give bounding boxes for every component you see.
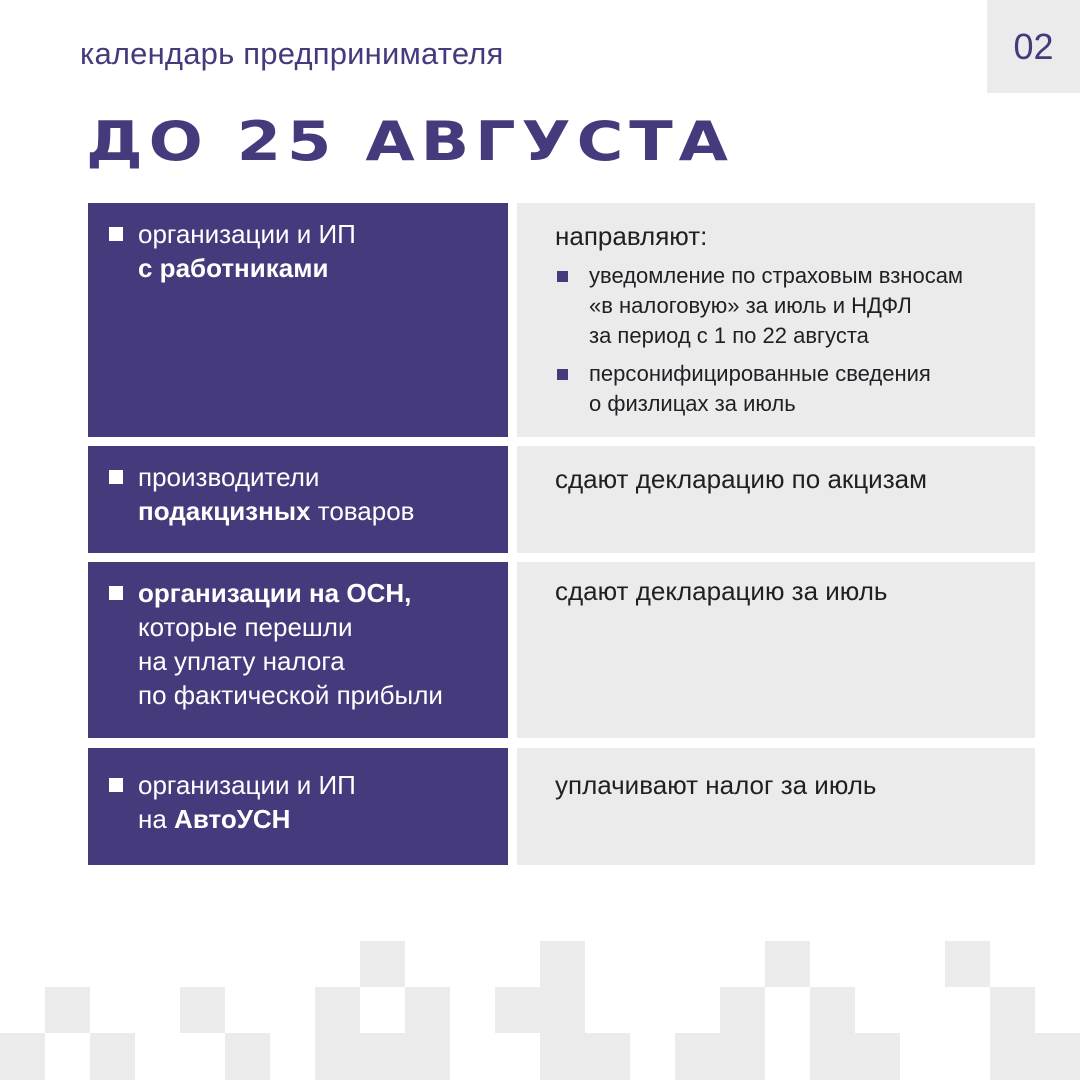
row-action	[517, 562, 1035, 738]
row-subject	[88, 446, 508, 553]
list-item-line: персонифицированные сведения	[589, 361, 931, 386]
list-item-line: о физлицах за июль	[589, 391, 796, 416]
pattern-block	[540, 941, 585, 1080]
pattern-block	[720, 987, 765, 1080]
subject-line: на уплату налога	[138, 646, 345, 676]
list-item-line: уведомление по страховым взносам	[589, 263, 964, 288]
action-text: сдают декларацию по акцизам	[555, 464, 927, 494]
pattern-block	[945, 941, 990, 987]
action-list	[555, 261, 1015, 419]
subject-prefix: на	[138, 804, 175, 834]
page-title: ДО 25 АВГУСТА	[86, 110, 734, 173]
pattern-block	[0, 1033, 45, 1080]
pattern-block	[585, 1033, 630, 1080]
row-subject	[88, 748, 508, 865]
subject-line	[138, 802, 488, 836]
pattern-block	[765, 941, 810, 987]
row-subject	[88, 562, 508, 738]
list-item-line: «в налоговую» за июль и НДФЛ	[589, 293, 912, 318]
pattern-block	[855, 1033, 900, 1080]
subject-bold: с работниками	[138, 253, 329, 283]
page-number: 02	[987, 0, 1080, 93]
pattern-block	[1035, 1033, 1080, 1080]
pattern-block	[810, 987, 855, 1080]
pattern-block	[675, 1033, 720, 1080]
subject-bold: подакцизных	[138, 496, 311, 526]
subject-line: организации и ИП	[138, 770, 356, 800]
subject-line: организации и ИП	[138, 219, 356, 249]
subject-bold: организации на ОСН,	[138, 578, 412, 608]
pattern-block	[45, 987, 90, 1033]
table-row	[88, 562, 1035, 738]
pattern-block	[990, 987, 1035, 1080]
row-action	[517, 748, 1035, 865]
action-text: сдают декларацию за июль	[555, 576, 888, 606]
square-bullet-icon	[557, 369, 568, 380]
pattern-block	[315, 987, 360, 1080]
subject-line: по фактической прибыли	[138, 680, 443, 710]
row-subject	[88, 203, 508, 437]
table-row	[88, 203, 1035, 437]
pattern-block	[495, 987, 540, 1033]
action-heading: направляют:	[555, 221, 708, 251]
subject-line	[138, 494, 488, 528]
square-bullet-icon	[109, 778, 123, 792]
square-bullet-icon	[109, 586, 123, 600]
row-action	[517, 203, 1035, 437]
pattern-block	[405, 987, 450, 1080]
row-action	[517, 446, 1035, 553]
list-item	[555, 359, 1015, 419]
table-row	[88, 748, 1035, 865]
pattern-block	[360, 941, 405, 987]
subject-line: которые перешли	[138, 612, 353, 642]
action-text: уплачивают налог за июль	[555, 770, 877, 800]
square-bullet-icon	[109, 470, 123, 484]
pattern-block	[360, 1033, 405, 1080]
pattern-block	[180, 987, 225, 1033]
header-title: календарь предпринимателя	[80, 36, 504, 71]
square-bullet-icon	[557, 271, 568, 282]
list-item-line: за период с 1 по 22 августа	[589, 323, 869, 348]
pattern-block	[90, 1033, 135, 1080]
subject-bold: АвтоУСН	[174, 804, 291, 834]
pattern-block	[225, 1033, 270, 1080]
list-item	[555, 261, 1015, 351]
subject-line: производители	[138, 462, 320, 492]
table-row	[88, 446, 1035, 553]
square-bullet-icon	[109, 227, 123, 241]
subject-rest: товаров	[310, 496, 415, 526]
